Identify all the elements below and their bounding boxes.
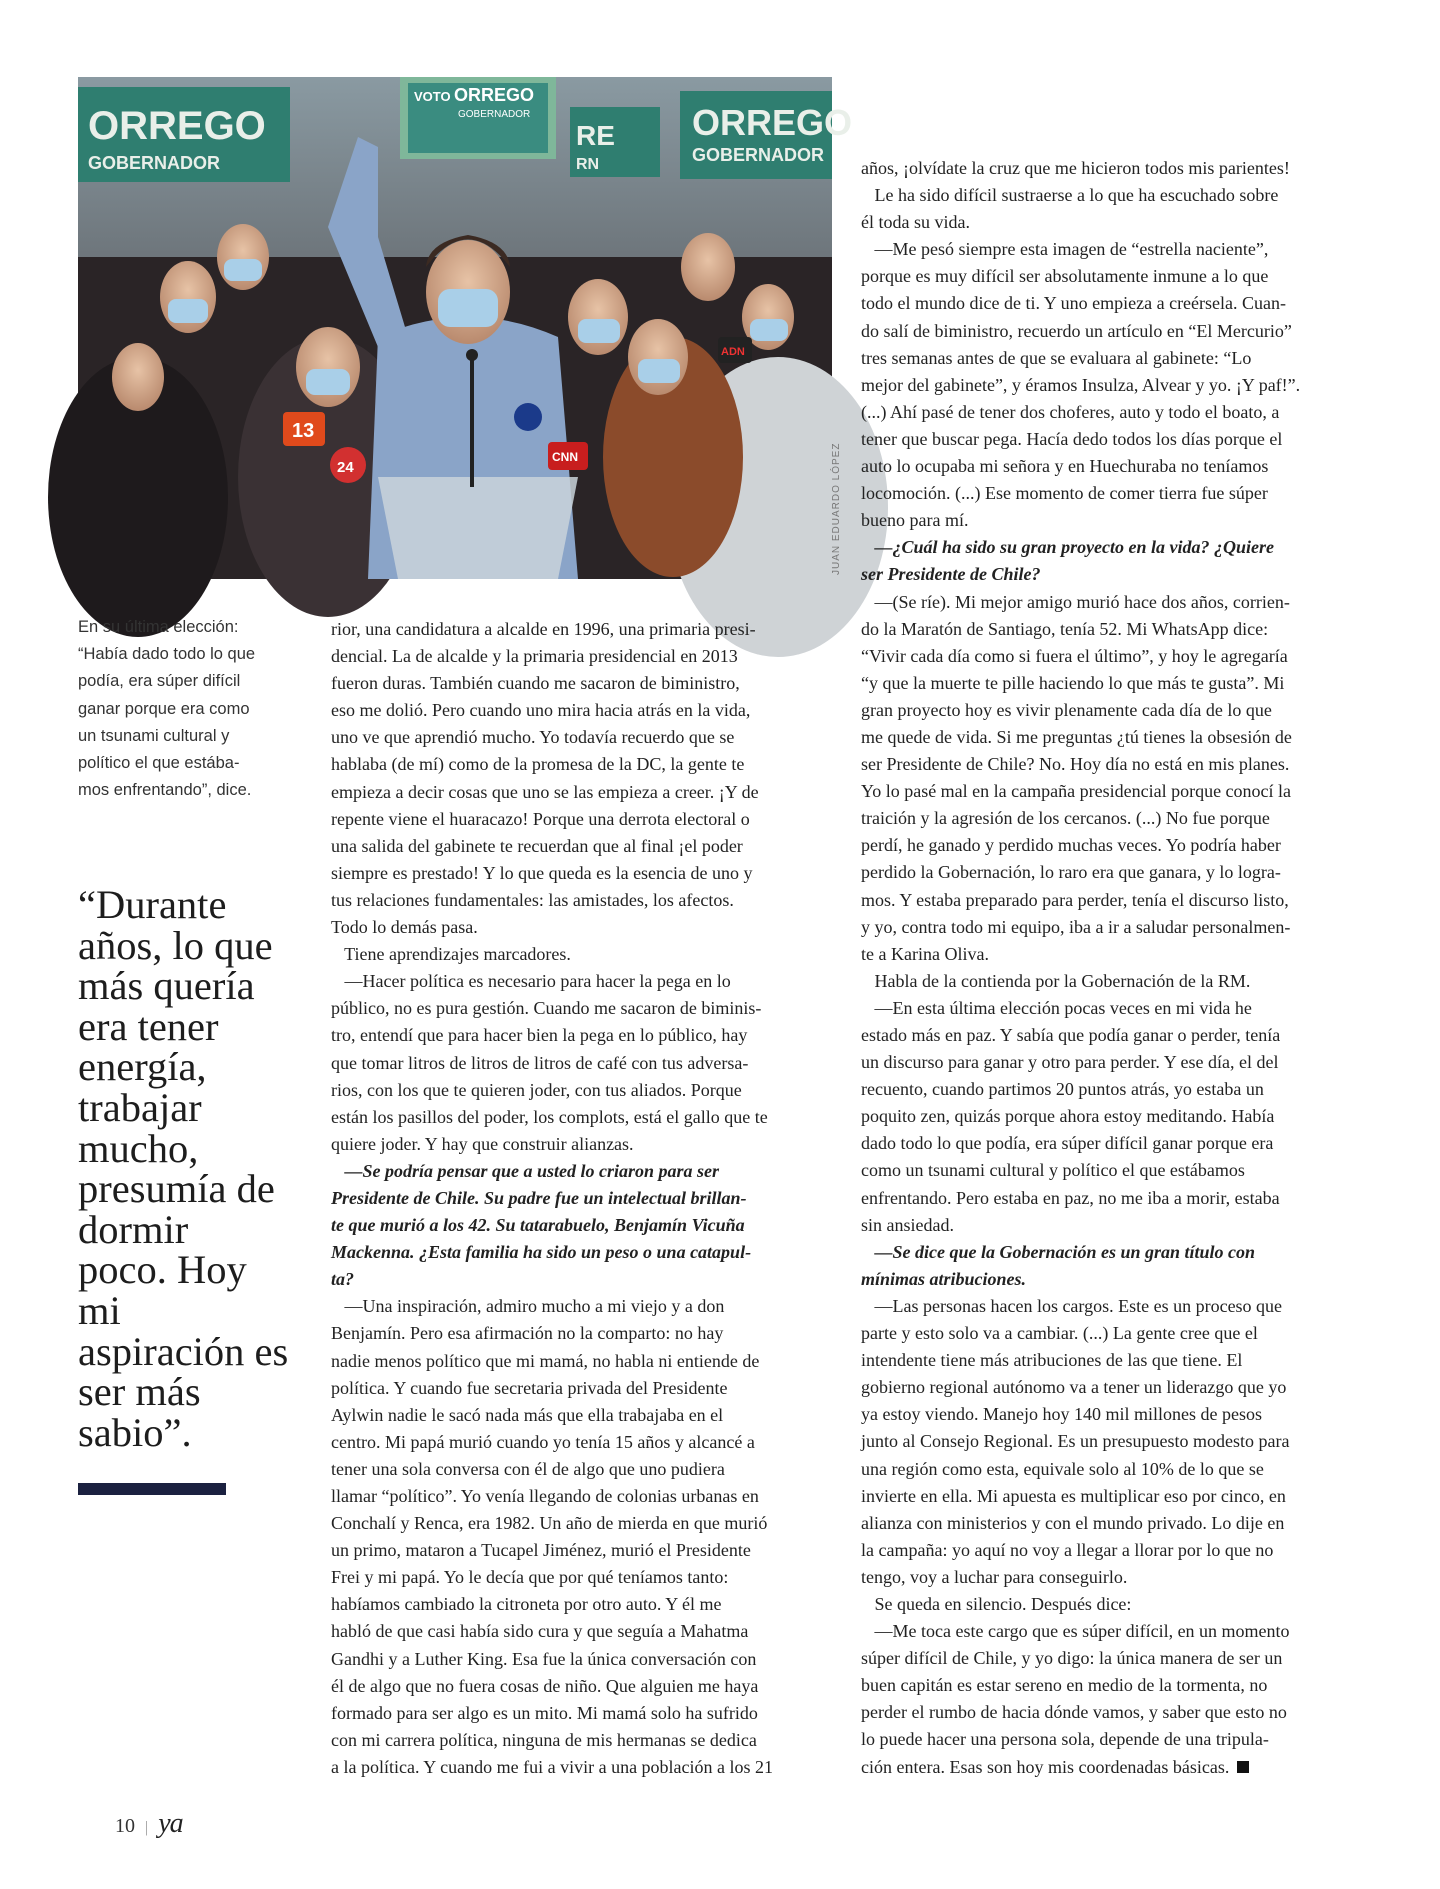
body-text-line: —Hacer política es necesario para hacer la pega en lo — [331, 971, 731, 992]
body-text-line: Yo lo pasé mal en la campaña presidencial porque conocí la — [861, 781, 1292, 802]
body-text-line: él de algo que no fuera cosas de niño. Que alguien me haya — [331, 1675, 759, 1696]
body-text-line: la campaña: yo aquí no voy a llegar a llorar por lo que no — [861, 1539, 1274, 1560]
interview-question-line: te que murió a los 42. Su tatarabuelo, Benjamín Vicuña — [331, 1215, 745, 1236]
body-text-line: nadie menos político que mi mamá, no habla ni entiende de — [331, 1350, 760, 1371]
interview-question-line: Presidente de Chile. Su padre fue un intelectual brillan- — [331, 1187, 747, 1208]
page-number: 10 — [115, 1815, 135, 1837]
sign-right-line2: GOBERNADOR — [692, 145, 825, 165]
body-text-line: Gandhi y a Luther King. Esa fue la única conversación con — [331, 1648, 757, 1669]
body-text-line: formado para ser algo es un mito. Mi mamá solo ha sufrido — [331, 1702, 758, 1723]
body-text-line: una región como esta, equivale solo al 10% de lo que se — [861, 1458, 1264, 1479]
sign-right — [680, 91, 852, 179]
body-text-line: Le ha sido difícil sustraerse a lo que ha escuchado sobre — [861, 185, 1279, 206]
body-text-line: política. Y cuando fue secretaria privada del Presidente — [331, 1377, 728, 1398]
body-text-line: porque es muy difícil ser absolutamente inmune a lo que — [861, 266, 1269, 287]
mic-cnn-label: CNN — [552, 450, 578, 464]
sign-center-line2: ORREGO — [454, 85, 535, 105]
body-text-line: parte y esto solo va a cambiar. (...) La gente cree que el — [861, 1323, 1258, 1344]
article-column-middle — [331, 616, 831, 1781]
interview-question-line: ser Presidente de Chile? — [861, 564, 1041, 585]
body-text-line: un discurso para ganar y otro para perder. Y ese día, el del — [861, 1052, 1279, 1073]
body-text-line: quiere joder. Y hay que construir alianzas. — [331, 1133, 634, 1154]
body-text-line: siempre es prestado! Y lo que queda es la esencia de uno y — [331, 862, 753, 883]
body-text-line: locomoción. (...) Ese momento de comer tierra fue súper — [861, 483, 1268, 504]
body-text-line: público, no es pura gestión. Cuando me sacaron de biminis- — [331, 998, 762, 1019]
body-text-line: buen capitán es estar sereno en medio de la tormenta, no — [861, 1675, 1268, 1696]
body-text-line: Aylwin nadie le sacó nada más que ella trabajaba en el — [331, 1404, 724, 1425]
body-text-line: me quede de vida. Si me preguntas ¿tú tienes la obsesión de — [861, 726, 1292, 747]
mic-24 — [330, 447, 366, 483]
body-text-line: todo el mundo dice de ti. Y uno empieza a creérsela. Cuan- — [861, 293, 1287, 314]
body-text-line: enfrentando. Pero estaba en paz, no me iba a morir, estaba — [861, 1187, 1280, 1208]
body-text-line: empieza a decir cosas que uno se las empieza a creer. ¡Y de — [331, 781, 759, 802]
interview-question-line: —Se dice que la Gobernación es un gran título con — [861, 1241, 1256, 1262]
body-text-line: ser Presidente de Chile? No. Hoy día no está en mis planes. — [861, 754, 1290, 775]
body-text-line: perdí, he ganado y perdido muchas veces. Yo podría haber — [861, 835, 1281, 856]
body-text-line: “Vivir cada día como si fuera el último”, y hoy le agregaría — [861, 645, 1288, 666]
body-text-line: auto lo ocupaba mi señora y en Huechuraba no teníamos — [861, 456, 1269, 477]
body-text-line: recuento, cuando partimos 20 puntos atrás, yo estaba un — [861, 1079, 1264, 1100]
body-text-line: poquito zen, quizás porque ahora estoy meditando. Había — [861, 1106, 1275, 1127]
body-text-line: sin ansiedad. — [861, 1214, 954, 1235]
sign-left-line2: GOBERNADOR — [88, 153, 221, 173]
body-text-line: Conchalí y Renca, era 1982. Un año de mierda en que murió — [331, 1513, 768, 1534]
body-text-line: llamar “político”. Yo venía llegando de colonias urbanas en — [331, 1486, 759, 1506]
pull-quote: “Durante años, lo que más quería era tener energía, trabajar mucho, presumía de dormir poco. Hoy mi aspiración es ser más sabio”. — [78, 882, 289, 1455]
body-text-line: ya estoy viendo. Manejo hoy 140 mil millones de pesos — [861, 1404, 1262, 1425]
body-text-line: tus relaciones fundamentales: las amistades, los afectos. — [331, 889, 734, 910]
pull-quote-rule — [78, 1483, 226, 1495]
end-of-article-mark — [1237, 1761, 1249, 1773]
body-text-line: están los pasillos del poder, los complots, está el gallo que te — [331, 1106, 768, 1127]
mic-24-label: 24 — [337, 459, 354, 476]
sign-partial-line2: RN — [576, 156, 600, 173]
magazine-logo: ya — [158, 1808, 183, 1839]
body-text-line: como un tsunami cultural y político el que estábamos — [861, 1160, 1245, 1181]
body-text-line: habíamos cambiado la citroneta por otro auto. Y él me — [331, 1594, 722, 1615]
body-text-line: rios, con los que te quieren joder, con tus aliados. Porque — [331, 1079, 742, 1100]
interview-question-line: —Se podría pensar que a usted lo criaron para ser — [331, 1160, 720, 1181]
body-text-line: súper difícil de Chile, y yo digo: la única manera de ser un — [861, 1648, 1283, 1669]
body-text-line: alianza con ministerios y con el mundo privado. Lo dije en — [861, 1512, 1285, 1533]
body-text-line: con mi carrera política, ninguna de mis hermanas se dedica — [331, 1729, 757, 1750]
sign-partial — [570, 107, 660, 177]
body-text-line: tener que buscar pega. Hacía dedo todos los días porque el — [861, 428, 1283, 449]
body-text-line: Frei y mi papá. Yo le decía que por qué teníamos tanto: — [331, 1567, 729, 1588]
page-footer — [115, 1808, 183, 1840]
body-text-line: gobierno regional autónomo va a tener un liderazgo que yo — [861, 1377, 1287, 1398]
body-text-line: junto al Consejo Regional. Es un presupuesto modesto para — [861, 1431, 1290, 1452]
body-text-line: —Me pesó siempre esta imagen de “estrella naciente”, — [861, 239, 1269, 260]
body-text-line: hablaba (de mí) como de la promesa de la DC, la gente te — [331, 754, 745, 775]
mic-13-label: 13 — [292, 420, 315, 442]
interview-question-line: ta? — [331, 1269, 355, 1290]
body-text-line: tengo, voy a luchar para conseguirlo. — [861, 1566, 1128, 1587]
body-text-line: do la Maratón de Santiago, tenía 52. Mi WhatsApp dice: — [861, 618, 1269, 639]
body-text-line: Tiene aprendizajes marcadores. — [331, 944, 571, 965]
body-text-line: ción entera. Esas son hoy mis coordenadas básicas. — [861, 1756, 1230, 1777]
body-text-line: do salí de biministro, recuerdo un artículo en “El Mercurio” — [861, 320, 1292, 341]
body-text-line: rior, una candidatura a alcalde en 1996, una primaria presi- — [331, 619, 756, 639]
body-text-line: un primo, mataron a Tucapel Jiménez, murió el Presidente — [331, 1540, 751, 1561]
body-text-line: —Las personas hacen los cargos. Este es un proceso que — [861, 1295, 1283, 1316]
body-text-line: bueno para mí. — [861, 510, 969, 531]
mic-13 — [283, 412, 325, 446]
body-text-line: traición y la agresión de los cercanos. (...) No fue porque — [861, 808, 1270, 829]
body-text-line: repente viene el huaracazo! Porque una derrota electoral o — [331, 808, 750, 829]
body-text-line: intendente tiene más atribuciones de las que tiene. El — [861, 1350, 1243, 1371]
body-text-line: te a Karina Oliva. — [861, 943, 989, 964]
body-text-line: mejor del gabinete”, y éramos Insulza, Alvear y yo. ¡Y paf!”. — [861, 374, 1301, 395]
body-text-line: perdido la Gobernación, lo raro era que ganara, y lo logra- — [861, 862, 1281, 883]
body-text-line: lo puede hacer una persona sola, depende de una tripula- — [861, 1729, 1269, 1750]
sign-center-line1: VOTO — [414, 89, 451, 104]
body-text-line: —Me toca este cargo que es súper difícil, en un momento — [861, 1621, 1290, 1642]
sign-left-line1: ORREGO — [88, 104, 266, 148]
body-text-line: a la política. Y cuando me fui a vivir a una población a los 21 — [331, 1756, 774, 1777]
body-text-line: —Una inspiración, admiro mucho a mi viejo y a don — [331, 1296, 725, 1317]
body-text-line: mos. Y estaba preparado para perder, tenía el discurso listo, — [861, 889, 1289, 910]
sign-right-line1: ORREGO — [692, 102, 853, 143]
body-text-line: fueron duras. También cuando me sacaron de biministro, — [331, 673, 740, 694]
interview-question-line: mínimas atribuciones. — [861, 1268, 1027, 1289]
interview-question-line: —¿Cuál ha sido su gran proyecto en la vida? ¿Quiere — [861, 537, 1275, 558]
body-text-line: gran proyecto hoy es vivir plenamente cada día de lo que — [861, 699, 1272, 720]
sign-partial-line1: RE — [576, 120, 615, 151]
body-text-line: que tomar litros de litros de litros de café con tus adversa- — [331, 1052, 749, 1073]
mic-adn — [718, 337, 752, 363]
body-text-line: invierte en ella. Mi apuesta es multiplicar eso por cinco, en — [861, 1485, 1286, 1506]
body-text-line: Habla de la contienda por la Gobernación de la RM. — [861, 970, 1251, 991]
body-text-line: él toda su vida. — [861, 212, 970, 233]
body-text-line: Se queda en silencio. Después dice: — [861, 1593, 1132, 1614]
body-text-line: una salida del gabinete te recuerdan que al final ¡el poder — [331, 835, 743, 856]
sign-center-line3: GOBERNADOR — [458, 109, 531, 120]
body-text-line: dado todo lo que podía, era súper difícil ganar porque era — [861, 1133, 1274, 1154]
body-text-line: habló de que casi había sido cura y que seguía a Mahatma — [331, 1621, 749, 1642]
body-text-line: centro. Mi papá murió cuando yo tenía 15 años y alcancé a — [331, 1431, 755, 1452]
body-text-line: años, ¡olvídate la cruz que me hicieron todos mis parientes! — [861, 158, 1290, 178]
body-text-line: tro, entendí que para hacer bien la pega en lo público, hay — [331, 1025, 748, 1046]
body-text-line: dencial. La de alcalde y la primaria presidencial en 2013 — [331, 646, 738, 667]
body-text-line: —En esta última elección pocas veces en mi vida he — [861, 997, 1252, 1018]
sign-center — [400, 77, 556, 159]
body-text-line: tres semanas antes de que se evaluara al gabinete: “Lo — [861, 347, 1252, 368]
body-text-line: eso me dolió. Pero cuando uno mira hacia atrás en la vida, — [331, 700, 751, 721]
photo-caption: En su última elección: “Había dado todo lo que podía, era súper difícil ganar porque era como un tsunami cultural y político el que estába- mos enfrentando”, dice. — [78, 618, 256, 800]
article-column-right — [861, 155, 1361, 1781]
body-text-line: estado más en paz. Y sabía que podía ganar o perder, tenía — [861, 1025, 1281, 1045]
photo-credit: JUAN EDUARDO LÓPEZ — [831, 442, 842, 575]
body-text-line: —(Se ríe). Mi mejor amigo murió hace dos años, corrien- — [861, 591, 1290, 612]
body-text-line: Todo lo demás pasa. — [331, 917, 478, 938]
mic-adn-label: ADN — [721, 346, 745, 358]
body-text-line: Benjamín. Pero esa afirmación no la comparto: no hay — [331, 1323, 724, 1344]
body-text-line: y yo, contra todo mi equipo, iba a ir a saludar personalmen- — [861, 916, 1291, 937]
sign-left — [78, 87, 290, 182]
footer-separator: | — [145, 1819, 149, 1836]
body-text-line: perder el rumbo de hacia dónde vamos, y saber que esto no — [861, 1702, 1287, 1723]
body-text-line: tener una sola conversa con él de algo que uno pudiera — [331, 1458, 725, 1479]
body-text-line: uno ve que aprendió mucho. Yo todavía recuerdo que se — [331, 727, 735, 748]
interview-question-line: Mackenna. ¿Esta familia ha sido un peso o una catapul- — [331, 1242, 752, 1263]
body-text-line: “y que la muerte te pille haciendo lo que más te gusta”. Mi — [861, 672, 1285, 693]
body-text-line: (...) Ahí pasé de tener dos choferes, auto y todo el boato, a — [861, 401, 1280, 422]
mic-cnn — [548, 442, 588, 470]
